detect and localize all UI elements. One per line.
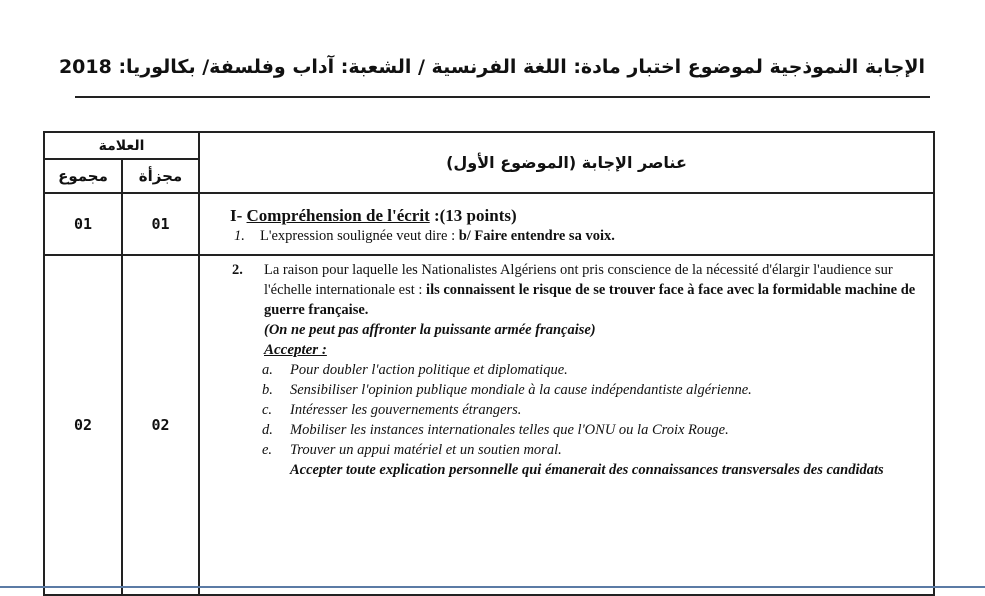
total-column-header: مجموع xyxy=(44,159,122,193)
row1-partial-mark: 01 xyxy=(122,193,199,255)
accept-label: Accepter : xyxy=(264,342,327,358)
list-item xyxy=(262,440,925,460)
alternative-letter: a. xyxy=(262,362,273,378)
table-row xyxy=(44,255,934,595)
row1-answer-cell xyxy=(199,193,934,255)
question-2-number: 2. xyxy=(232,262,243,278)
alternative-text: Mobiliser les instances internationales telles que l'ONU ou la Croix Rouge. xyxy=(290,422,729,438)
final-note: Accepter toute explication personnelle qui émanerait des connaissances transversales des candidats xyxy=(290,462,884,478)
question-1-text: L'expression soulignée veut dire : xyxy=(260,228,459,244)
partial-column-header: مجزأة xyxy=(122,159,199,193)
question-1 xyxy=(234,226,933,246)
question-2-note: (On ne peut pas affronter la puissante armée française) xyxy=(264,322,596,338)
list-item xyxy=(262,360,925,380)
page-bottom-edge xyxy=(0,586,985,588)
section-title xyxy=(230,206,933,226)
alternative-text: Sensibiliser l'opinion publique mondiale à la cause indépendantiste algérienne. xyxy=(290,382,752,398)
mark-column-header: العلامة xyxy=(44,132,199,159)
alternative-text: Intéresser les gouvernements étrangers. xyxy=(290,402,522,418)
question-2-answer: ils connaissent le risque de se trouver face à face avec la formidable machine de guerre française. xyxy=(264,282,916,318)
list-item xyxy=(262,400,925,420)
row2-partial-mark: 02 xyxy=(122,255,199,595)
header-divider xyxy=(75,96,930,98)
alternative-text: Pour doubler l'action politique et diplomatique. xyxy=(290,362,568,378)
answer-elements-header: عناصر الإجابة (الموضوع الأول) xyxy=(199,132,934,193)
alternative-text: Trouver un appui matériel et un soutien moral. xyxy=(290,442,562,458)
answer-key-table xyxy=(43,131,935,596)
question-1-number: 1. xyxy=(234,228,245,244)
alternative-letter: d. xyxy=(262,422,273,438)
list-item xyxy=(262,420,925,440)
document-header-title: الإجابة النموذجية لموضوع اختبار مادة: اللغة الفرنسية / الشعبة: آداب وفلسفة/ بكالوريا: 2018 xyxy=(58,56,925,78)
table-row xyxy=(44,193,934,255)
row2-answer-cell xyxy=(199,255,934,595)
section-name: Compréhension de l'écrit xyxy=(246,206,430,225)
question-1-answer: b/ Faire entendre sa voix. xyxy=(458,228,615,244)
alternatives-list xyxy=(232,360,925,460)
row2-total-mark: 02 xyxy=(44,255,122,595)
section-points: :(13 points) xyxy=(429,206,517,225)
alternative-letter: b. xyxy=(262,382,273,398)
row1-total-mark: 01 xyxy=(44,193,122,255)
alternative-letter: e. xyxy=(262,442,273,458)
question-2-text: La raison pour laquelle les Nationalistes Algériens ont pris conscience de la nécessité d'élargir l'audience sur l'échelle internationale est : xyxy=(264,262,893,298)
alternative-letter: c. xyxy=(262,402,273,418)
question-2 xyxy=(200,256,933,480)
list-item xyxy=(262,380,925,400)
section-roman-numeral: I- xyxy=(230,206,243,225)
